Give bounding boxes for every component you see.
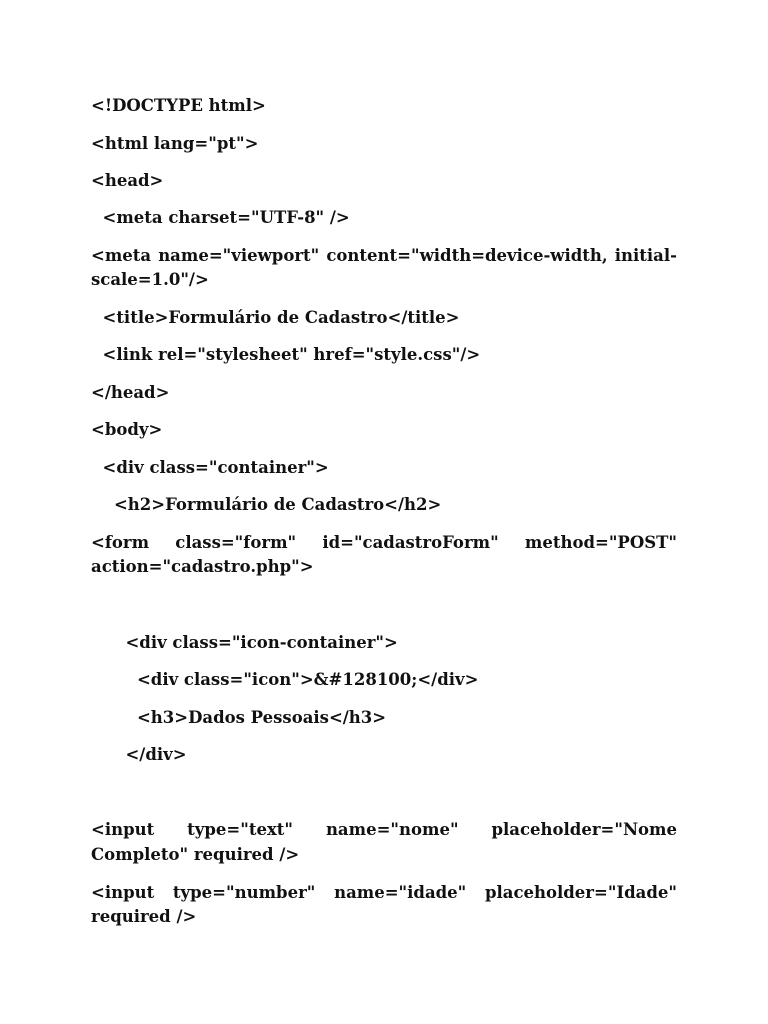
code-line: <div class="icon">&#128100;</div> (91, 670, 479, 689)
code-line: required /> (91, 907, 197, 926)
code-line: <meta name="viewport" content="width=device-width, initial- (91, 246, 677, 265)
code-line: <link rel="stylesheet" href="style.css"/> (91, 345, 481, 364)
code-line: <div class="container"> (91, 458, 329, 477)
code-line: <head> (91, 171, 164, 190)
code-line: <html lang="pt"> (91, 134, 259, 153)
code-line: </div> (91, 745, 187, 764)
code-line: </head> (91, 383, 170, 402)
code-line: Completo" required /> (91, 845, 300, 864)
code-line: scale=1.0"/> (91, 270, 209, 289)
code-line: <form class="form" id="cadastroForm" method="POST" (91, 533, 677, 552)
code-line: <h2>Formulário de Cadastro</h2> (91, 495, 442, 514)
code-line: <div class="icon-container"> (91, 633, 398, 652)
code-line: <input type="text" name="nome" placeholder="Nome (91, 820, 677, 839)
code-line: <meta charset="UTF-8" /> (91, 208, 350, 227)
code-line: <h3>Dados Pessoais</h3> (91, 708, 387, 727)
code-line: <input type="number" name="idade" placeholder="Idade" (91, 883, 677, 902)
code-line: <body> (91, 420, 163, 439)
code-line: <title>Formulário de Cadastro</title> (91, 308, 460, 327)
code-line: <!DOCTYPE html> (91, 96, 266, 115)
code-line: action="cadastro.php"> (91, 557, 314, 576)
